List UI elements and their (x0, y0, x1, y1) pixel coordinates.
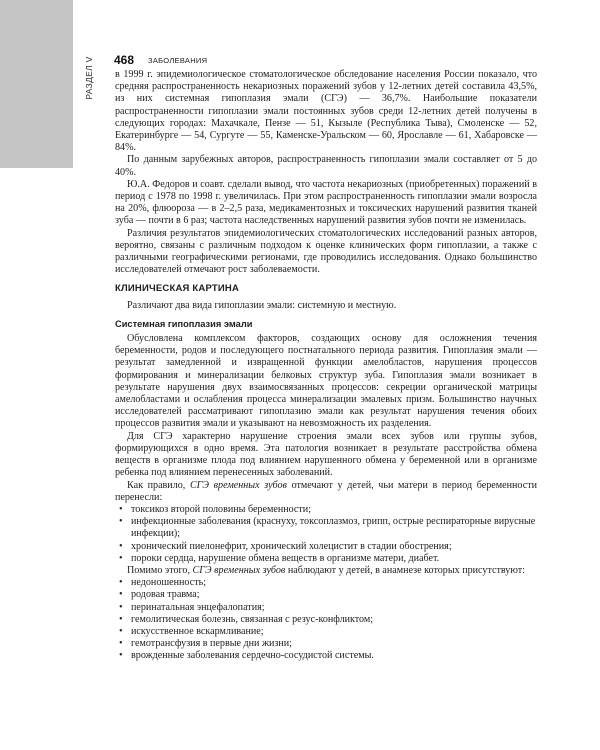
list-item: • врожденные заболевания сердечно-сосудистой системы. (115, 650, 537, 662)
paragraph: Различают два вида гипоплазии эмали: системную и местную. (127, 299, 397, 311)
paragraph: Обусловлена комплексом факторов, создающих основу для осложнения течения беременности, родов и последующего постнатального периода развития. Гипоплазия эмали — результат замедленной и извращенной функции амелобластов, нарушения процессов формирования и минерализации белковых структур зуба. Гипоплазия эмали возникает в результате нарушения двух взаимосвязанных процессов: секреции органической матрицы амелобластами и ослабления процесса минерализации эмалевых призм. Большинство научных исследователей рассматривают гипоплазию эмали как результат нарушения течения обоих процессов развития эмали и указывают на невозможность их разделения. (115, 333, 537, 430)
list-item: • пороки сердца, нарушение обмена веществ в организме матери, диабет. (115, 553, 537, 565)
bullet-list (115, 577, 537, 662)
list-item: • токсикоз второй половины беременности; (115, 504, 537, 516)
paragraph: Различия результатов эпидемиологических стоматологических исследований разных авторов, вероятно, связаны с различным подходом к оценке клинических форм гипоплазии, а также с различными географическими регионами, где проводились исследования. Однако большинство исследователей отмечают рост заболеваемости. (115, 227, 537, 276)
list-item: • перинатальная энцефалопатия; (115, 602, 537, 614)
paragraph: в 1999 г. эпидемиологическое стоматологическое обследование населения России показало, что средняя распространенность некариозных поражений зубов у 12-летних детей составила 43,5%, из них системная гипоплазия эмали (СГЭ) — 36,7%. Наибольшие показатели распространенности гипоплазии эмали постоянных зубов среди 12-летних детей получены в следующих городах: Махачкале, Пензе — 51, Кызыле (Республика Тыва), Смоленске — 52, Екатеринбурге — 54, Сургуте — 55, Каменске-Уральском — 60, Ярославле — 61, Хабаровске — 84%. (115, 69, 537, 154)
paragraph-text: наблюдают у детей, в анамнезе которых присутствуют: (285, 564, 525, 576)
paragraph: Ю.А. Федоров и соавт. сделали вывод, что частота некариозных (приобретенных) поражений в период с 1978 по 1998 г. увеличилась. При этом распространенность гипоплазии эмали возросла на 20%, флюороза — в 2–2,5 раза, медикаментозных и токсических нарушений развития тканей зуба — почти в 6 раз; частота наследственных нарушений развития зубов почти не изменилась. (115, 178, 537, 227)
bullet-list (115, 504, 537, 565)
list-item: • недоношенность; (115, 577, 537, 589)
section-heading: КЛИНИЧЕСКАЯ КАРТИНА (115, 283, 240, 295)
list-item: • инфекционные заболевания (краснуху, токсоплазмоз, грипп, острые респираторные вирусные инфекции); (115, 516, 537, 540)
emphasis: СГЭ временных зубов (192, 564, 286, 576)
page-body (115, 69, 537, 663)
page-number: 468 (114, 53, 135, 67)
list-item: • искусственное вскармливание; (115, 626, 537, 638)
paragraph (115, 480, 537, 504)
list-item: • гемолитическая болезнь, связанная с резус-конфликтом; (115, 614, 537, 626)
emphasis: СГЭ временных зубов (189, 479, 287, 491)
subsection-heading: Системная гипоплазия эмали (115, 318, 253, 329)
paragraph (115, 565, 537, 577)
list-item: • родовая травма; (115, 589, 537, 601)
paragraph-text: Помимо этого, (127, 564, 193, 576)
paragraph-text: Как правило, (127, 479, 190, 491)
paragraph: Для СГЭ характерно нарушение строения эмали всех зубов или группы зубов, формирующихся в одно время. Эта патология возникает в результате расстройства обмена веществ в организме плода под влиянием нарушенного обмена у беременной или в организме ребенка под влиянием перенесенных заболеваний. (115, 430, 537, 479)
list-item: • хронический пиелонефрит, хронический холецистит в стадии обострения; (115, 541, 537, 553)
list-item: • гемотрансфузия в первые дни жизни; (115, 638, 537, 650)
paragraph-text: отмечают у детей, чьи матери в период беременности перенесли: (115, 479, 538, 503)
paragraph: По данным зарубежных авторов, распространенность гипоплазии эмали составляет от 5 до 40%. (115, 154, 537, 178)
section-tab (0, 0, 73, 168)
running-title: ЗАБОЛЕВАНИЯ (148, 56, 208, 65)
